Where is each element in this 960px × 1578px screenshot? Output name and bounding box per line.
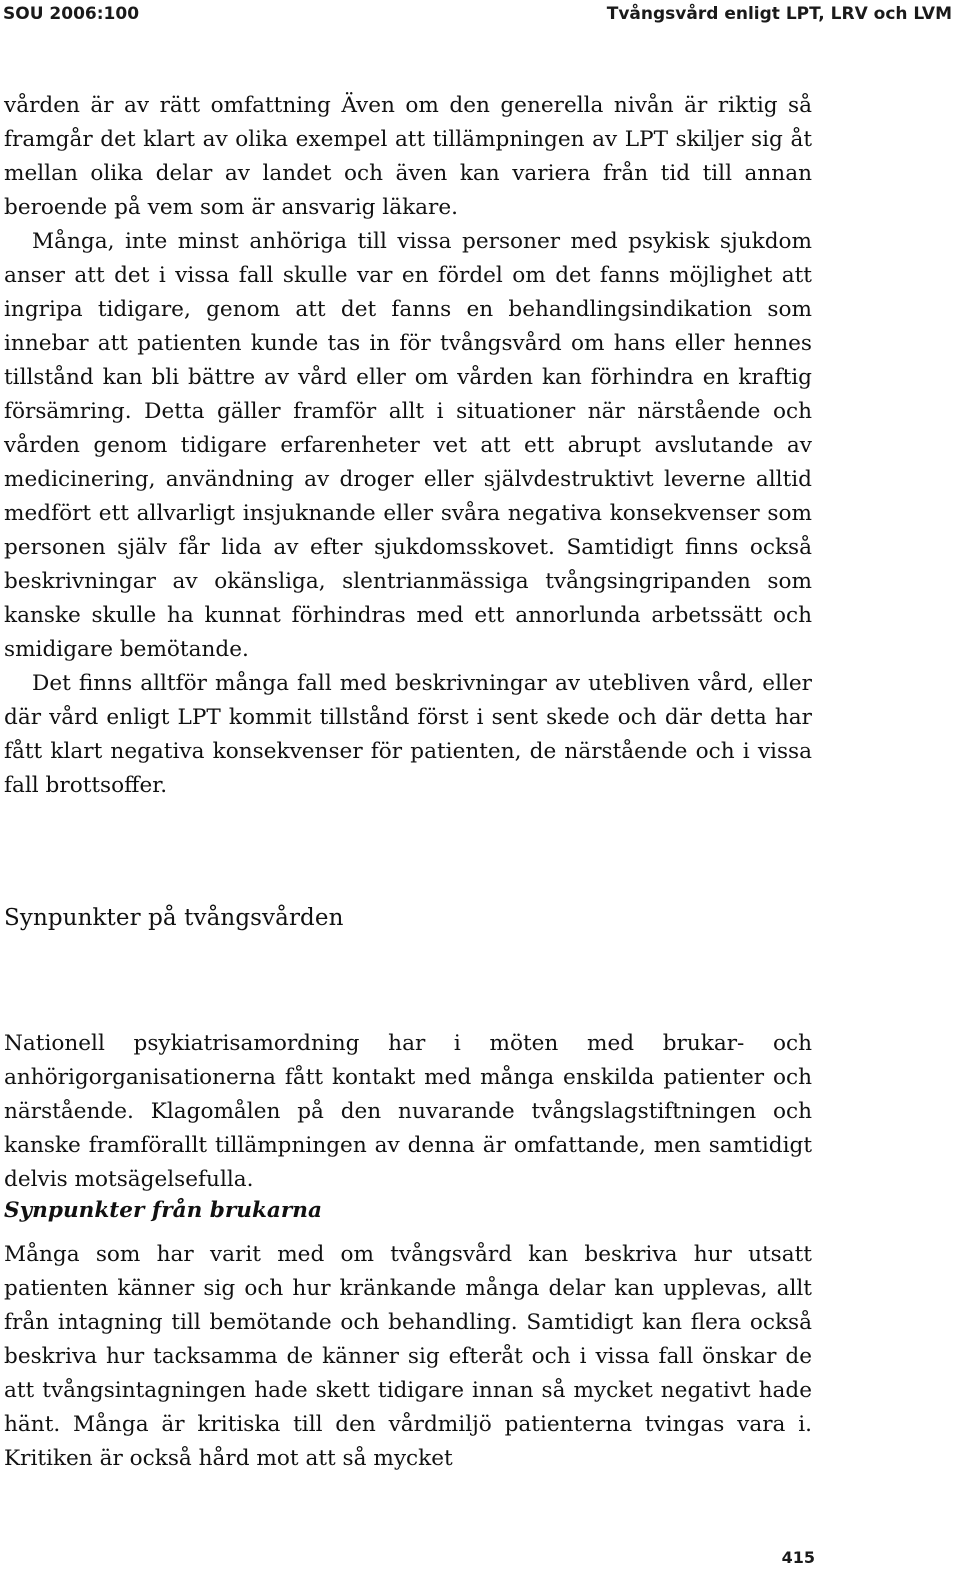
body-text-block <box>4 89 812 803</box>
paragraph: Det finns alltför många fall med beskrivningar av utebliven vård, eller där vård enligt LPT kommit tillstånd först i sent skede och där detta har fått klart negativa konsekvenser för patienten, de närstående och i vissa fall brottsoffer. <box>4 671 812 798</box>
paragraph: Många som har varit med om tvångsvård kan beskriva hur utsatt patienten känner sig och hur kränkande många delar kan upplevas, allt från intagning till bemötande och behandling. Samtidigt kan flera också beskriva hur tacksamma de känner sig efteråt och i vissa fall önskar de att tvångsintagningen hade skett tidigare innan så mycket negativt hade hänt. Många är kritiska till den vårdmiljö patienterna tvingas vara i. Kritiken är också hård mot att så mycket <box>4 1242 812 1471</box>
paragraph: Nationell psykiatrisamordning har i möten med brukar- och anhörigorganisationerna fått kontakt med många enskilda patienter och närstående. Klagomålen på den nuvarande tvångslagstiftningen och kanske framförallt tillämpningen av denna är omfattande, men samtidigt delvis motsägelsefulla. <box>4 1031 812 1192</box>
section-text-block <box>4 1027 812 1197</box>
paragraph: vården är av rätt omfattning Även om den generella nivån är riktig så framgår det klart av olika exempel att tillämpningen av LPT skiljer sig åt mellan olika delar av landet och även kan variera från tid till annan beroende på vem som är ansvarig läkare. <box>4 93 812 220</box>
running-header <box>3 4 952 28</box>
subsection-text-block <box>4 1238 812 1476</box>
paragraph: Många, inte minst anhöriga till vissa personer med psykisk sjukdom anser att det i vissa fall skulle var en fördel om det fanns möjlighet att ingripa tidigare, genom att det fanns en behandlingsindikation som innebar att patienten kunde tas in för tvångsvård om hans eller hennes tillstånd kan bli bättre av vård eller om vården kan förhindra en kraftig försämring. Detta gäller framför allt i situationer när närstående och vården genom tidigare erfarenheter vet att ett abrupt avslutande av medicinering, användning av droger eller självdestruktivt leverne alltid medfört ett allvarligt insjuknande eller svåra negativa konsekvenser som personen själv får lida av efter sjukdomsskovet. Samtidigt finns också beskrivningar av okänsliga, slentrianmässiga tvångsingripanden som kanske skulle ha kunnat förhindras med ett annorlunda arbetssätt och smidigare bemötande. <box>4 229 812 662</box>
chapter-title: Tvångsvård enligt LPT, LRV och LVM <box>606 4 952 24</box>
page-number: 415 <box>781 1548 815 1567</box>
section-heading: Synpunkter på tvångsvården <box>4 905 344 931</box>
subsection-heading: Synpunkter från brukarna <box>4 1198 322 1223</box>
document-reference: SOU 2006:100 <box>3 4 140 24</box>
